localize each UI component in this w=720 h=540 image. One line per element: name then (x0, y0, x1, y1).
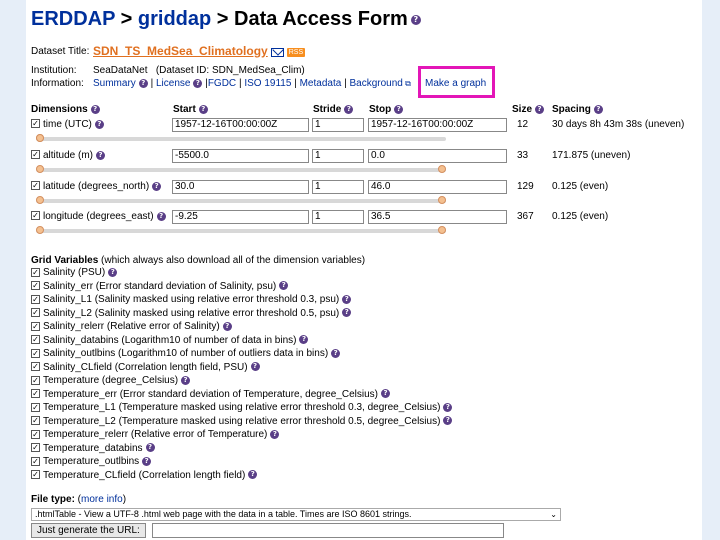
dimension-size: 129 (517, 181, 534, 192)
dimension-name: longitude (degrees_east) ? (43, 211, 166, 222)
institution-value: SeaDataNet (Dataset ID: SDN_MedSea_Clim) (93, 65, 305, 76)
page-title: Data Access Form (234, 8, 408, 30)
dimension-row (26, 148, 702, 178)
help-icon[interactable]: ? (443, 403, 452, 412)
more-info-link[interactable]: more info (81, 494, 123, 505)
dimension-spacing: 0.125 (even) (552, 211, 609, 222)
help-icon[interactable]: ? (223, 322, 232, 331)
help-icon[interactable]: ? (95, 120, 104, 129)
help-icon[interactable]: ? (270, 430, 279, 439)
variable-label: Salinity (PSU) (43, 267, 106, 278)
separator: | (205, 78, 208, 89)
help-icon[interactable]: ? (193, 79, 202, 88)
start-input[interactable]: 1957-12-16T00:00:00Z (172, 118, 309, 132)
variable-label: Salinity_databins (Logarithm10 of number of data in bins) (43, 334, 297, 346)
grid-variable-item[interactable] (31, 308, 351, 319)
grid-variable-item[interactable] (31, 416, 452, 427)
dimension-spacing: 30 days 8h 43m 38s (uneven) (552, 119, 685, 130)
highlight-box (418, 66, 495, 98)
grid-variables-heading (31, 255, 365, 266)
url-field[interactable] (152, 523, 504, 538)
iso-link[interactable]: ISO 19115 (244, 78, 292, 89)
stride-input[interactable]: 1 (312, 210, 364, 224)
variable-checkbox[interactable]: ✓ (32, 294, 39, 304)
grid-variable-item[interactable] (31, 362, 260, 373)
grid-variable-item[interactable] (31, 321, 232, 332)
grid-variable-item[interactable] (31, 375, 190, 386)
slider-stop-handle[interactable] (438, 165, 446, 173)
range-slider[interactable] (36, 229, 446, 233)
grid-variable-item[interactable] (31, 267, 117, 278)
slider-stop-handle[interactable] (438, 226, 446, 234)
dimension-row (26, 117, 702, 147)
start-input[interactable]: -5500.0 (172, 149, 309, 163)
erddap-link[interactable]: ERDDAP (31, 8, 116, 30)
variable-checkbox[interactable]: ✓ (32, 281, 39, 291)
dimension-row (26, 209, 702, 239)
variable-checkbox[interactable]: ✓ (32, 308, 39, 318)
dimension-spacing: 171.875 (uneven) (552, 150, 631, 161)
stop-header: Stop ? (369, 104, 403, 115)
variable-label: Temperature_relerr (Relative error of Temperature) (43, 429, 268, 440)
start-input[interactable]: 30.0 (172, 180, 309, 194)
slider-stop-handle[interactable] (36, 134, 44, 142)
variable-checkbox[interactable]: ✓ (32, 429, 39, 439)
help-icon[interactable]: ? (139, 79, 148, 88)
header-sep-1: > (115, 8, 138, 30)
license-link[interactable]: License (155, 78, 191, 89)
slider-start-handle[interactable] (36, 165, 44, 173)
variable-checkbox[interactable]: ✓ (32, 335, 39, 345)
griddap-link[interactable]: griddap (137, 8, 212, 30)
variable-label: Salinity_L2 (Salinity masked using relative error threshold 0.5, psu) (43, 307, 340, 319)
grid-variable-item[interactable] (31, 335, 308, 346)
help-icon[interactable]: ? (299, 335, 308, 344)
rss-icon[interactable]: RSS (288, 48, 304, 56)
dimension-checkbox[interactable]: ✓ (32, 181, 39, 190)
help-icon[interactable]: ? (342, 308, 351, 317)
variable-checkbox[interactable]: ✓ (32, 402, 39, 412)
variable-checkbox[interactable]: ✓ (32, 321, 39, 331)
grid-variable-item[interactable] (31, 443, 155, 454)
dimension-checkbox[interactable]: ✓ (32, 119, 39, 128)
help-icon[interactable]: ? (535, 105, 544, 114)
size-header: Size ? (512, 104, 544, 115)
grid-variable-item[interactable] (31, 348, 340, 359)
help-icon[interactable]: ? (96, 151, 105, 160)
slider-start-handle[interactable] (36, 226, 44, 234)
help-icon[interactable]: ? (146, 443, 155, 452)
stride-input[interactable]: 1 (312, 118, 364, 132)
help-icon[interactable]: ? (91, 105, 100, 114)
separator: | (294, 78, 297, 89)
help-icon[interactable]: ? (443, 416, 452, 425)
stride-input[interactable]: 1 (312, 149, 364, 163)
slider-start-handle[interactable] (36, 196, 44, 204)
dimension-name: time (UTC) ? (43, 119, 104, 130)
variable-label: Salinity_err (Error standard deviation of Salinity, psu) (43, 280, 277, 292)
chevron-down-icon: ⌄ (550, 510, 557, 519)
variable-checkbox[interactable]: ✓ (32, 470, 39, 480)
variable-label: Salinity_relerr (Relative error of Salinity) (43, 321, 220, 332)
dataset-title[interactable]: SDN_TS_MedSea_Climatology (93, 44, 268, 58)
dimensions-header: Dimensions ? (31, 104, 100, 115)
page (26, 0, 702, 540)
dimension-spacing: 0.125 (even) (552, 181, 609, 192)
dataset-title-label: Dataset Title: (31, 46, 90, 57)
metadata-link[interactable]: Metadata (299, 78, 342, 89)
information-label: Information: (31, 78, 84, 89)
stop-input[interactable]: 1957-12-16T00:00:00Z (368, 118, 507, 132)
dimension-size: 33 (517, 150, 529, 161)
dimension-checkbox[interactable]: ✓ (32, 211, 39, 220)
separator: | (150, 78, 154, 89)
stop-input[interactable]: 0.0 (368, 149, 507, 163)
stop-input[interactable]: 36.5 (368, 210, 507, 224)
page-header (31, 8, 421, 31)
variable-checkbox[interactable]: ✓ (32, 267, 39, 277)
help-icon[interactable]: ? (181, 376, 190, 385)
help-icon[interactable]: ? (157, 212, 166, 221)
variable-label: Temperature_L1 (Temperature masked using relative error threshold 0.3, degree_Celsius) (43, 402, 441, 413)
stop-input[interactable]: 46.0 (368, 180, 507, 194)
file-type-selected: .htmlTable - View a UTF-8 .html web page with the data in a table. Times are ISO 8601 strings. (35, 509, 412, 519)
dimension-name: latitude (degrees_north) ? (43, 181, 161, 192)
separator: | (344, 78, 347, 89)
email-icon[interactable] (271, 48, 284, 57)
grid-variable-item[interactable] (31, 281, 288, 292)
help-icon[interactable]: ? (108, 268, 117, 277)
help-icon[interactable]: ? (331, 349, 340, 358)
range-slider[interactable] (36, 168, 446, 172)
grid-variables-note: (which always also download all of the dimension variables) (98, 255, 366, 266)
help-icon[interactable]: ? (152, 182, 161, 191)
variable-checkbox[interactable]: ✓ (32, 416, 39, 426)
dimension-name: altitude (m) ? (43, 150, 105, 161)
help-icon[interactable]: ? (594, 105, 603, 114)
grid-variable-item[interactable] (31, 429, 279, 440)
variable-checkbox[interactable]: ✓ (32, 362, 39, 372)
slider-stop-handle[interactable] (438, 196, 446, 204)
help-icon[interactable]: ? (344, 105, 353, 114)
variable-checkbox[interactable]: ✓ (32, 456, 39, 466)
variable-label: Salinity_outlbins (Logarithm10 of number of outliers data in bins) (43, 348, 329, 359)
variable-label: Temperature_databins (43, 442, 143, 454)
grid-variable-item[interactable] (31, 402, 452, 413)
dimension-size: 367 (517, 211, 534, 222)
variable-checkbox[interactable]: ✓ (32, 375, 39, 385)
file-type-select[interactable] (31, 508, 561, 521)
range-slider[interactable] (36, 199, 446, 203)
variable-label: Temperature_CLfield (Correlation length field) (43, 469, 246, 481)
external-link-icon: ⧉ (402, 79, 411, 88)
grid-variable-item[interactable] (31, 294, 351, 305)
help-icon[interactable]: ? (199, 105, 208, 114)
variable-label: Temperature (degree_Celsius) (43, 375, 179, 386)
summary-link[interactable]: Summary (93, 78, 136, 89)
variable-label: Salinity_L1 (Salinity masked using relative error threshold 0.3, psu) (43, 294, 340, 305)
separator: | (238, 78, 242, 89)
help-icon[interactable]: ? (381, 389, 390, 398)
grid-variable-item[interactable] (31, 389, 390, 400)
file-type-label: File type: (31, 494, 75, 505)
variable-label: Temperature_err (Error standard deviation of Temperature, degree_Celsius) (43, 388, 378, 400)
help-icon[interactable]: ? (142, 457, 151, 466)
variable-checkbox[interactable]: ✓ (32, 443, 39, 453)
start-header: Start ? (173, 104, 208, 115)
dimension-row (26, 179, 702, 209)
help-icon[interactable]: ? (394, 105, 403, 114)
variable-checkbox[interactable]: ✓ (32, 348, 39, 358)
grid-variables-title: Grid Variables (31, 255, 99, 266)
dimension-size: 12 (517, 119, 529, 130)
dimension-checkbox[interactable]: ✓ (32, 150, 39, 159)
institution-label: Institution: (31, 65, 77, 76)
stride-input[interactable]: 1 (312, 180, 364, 194)
variable-label: Salinity_CLfield (Correlation length field, PSU) (43, 361, 248, 373)
file-type-row: File type: (more info) (31, 494, 127, 505)
background-link[interactable]: Background (349, 78, 403, 89)
grid-variable-item[interactable] (31, 470, 257, 481)
start-input[interactable]: -9.25 (172, 210, 309, 224)
header-sep-2: > (211, 8, 235, 30)
spacing-header: Spacing ? (552, 104, 603, 115)
make-graph-link[interactable]: Make a graph (425, 78, 487, 89)
grid-variable-item[interactable] (31, 456, 151, 467)
help-icon[interactable]: ? (248, 470, 257, 479)
variable-label: Temperature_L2 (Temperature masked using relative error threshold 0.5, degree_Celsius) (43, 415, 441, 427)
help-icon[interactable]: ? (411, 15, 421, 25)
variable-label: Temperature_outlbins (43, 456, 140, 467)
variable-checkbox[interactable]: ✓ (32, 389, 39, 399)
help-icon[interactable]: ? (342, 295, 351, 304)
range-slider[interactable] (36, 137, 446, 141)
help-icon[interactable]: ? (251, 362, 260, 371)
help-icon[interactable]: ? (279, 281, 288, 290)
fgdc-link[interactable]: FGDC (207, 78, 237, 89)
stride-header: Stride ? (313, 104, 353, 115)
generate-url-button[interactable]: Just generate the URL: (31, 523, 146, 538)
